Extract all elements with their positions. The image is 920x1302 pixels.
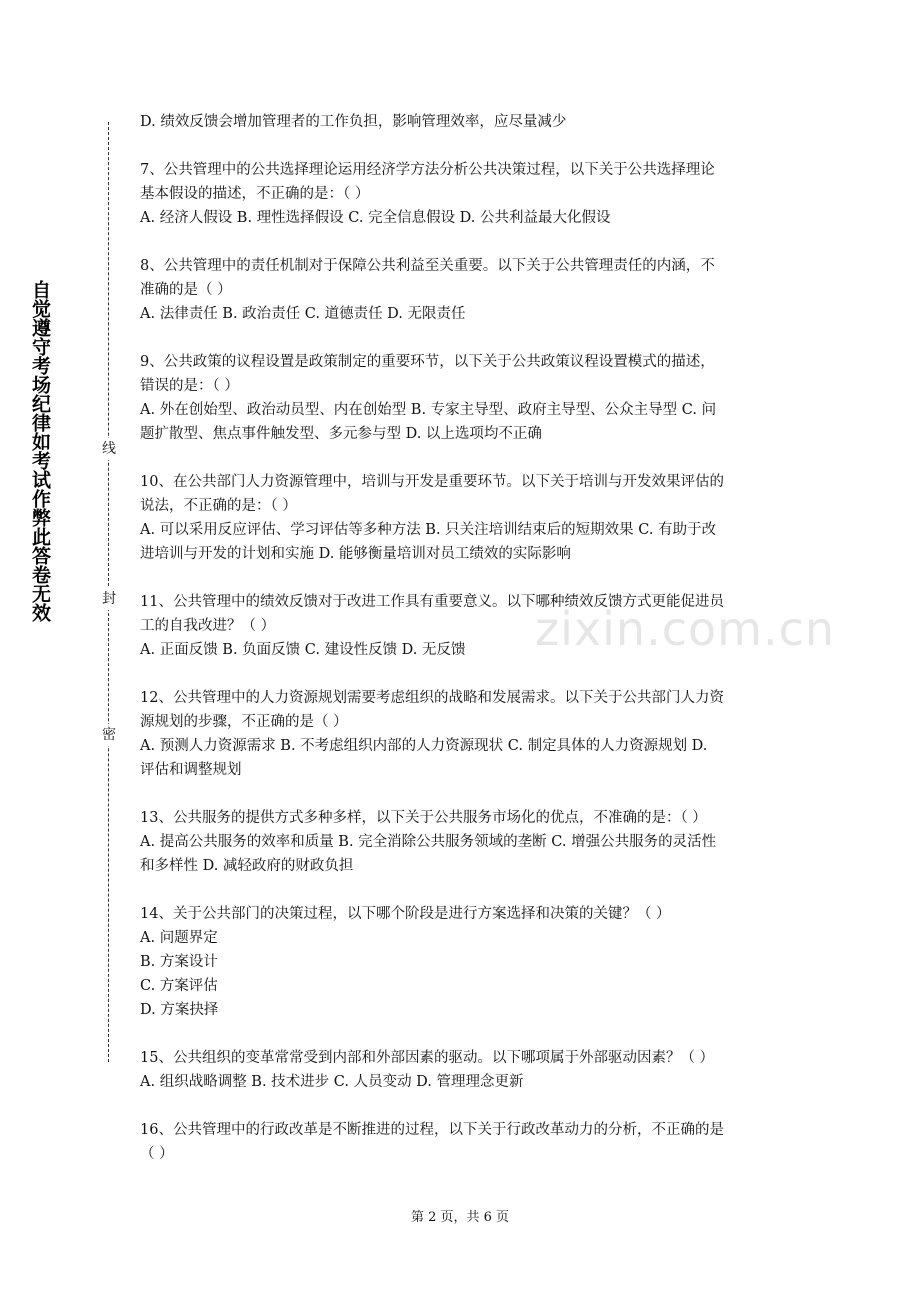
question-line: 11、公共管理中的绩效反馈对于改进工作具有重要意义。以下哪种绩效反馈方式更能促进员 <box>140 594 724 610</box>
question-line: A. 外在创始型、政治动员型、内在创始型 B. 专家主导型、政府主导型、公众主导型 C. 问 <box>140 402 717 418</box>
question-line: A. 组织战略调整 B. 技术进步 C. 人员变动 D. 管理理念更新 <box>140 1074 524 1090</box>
question-line: 源规划的步骤，不正确的是（ ） <box>140 714 348 730</box>
question-line: （ ） <box>140 1146 174 1162</box>
question-block <box>140 1118 790 1166</box>
question-line: 基本假设的描述，不正确的是：（ ） <box>140 186 370 202</box>
question-line: 8、公共管理中的责任机制对于保障公共利益至关重要。以下关于公共管理责任的内涵，不 <box>140 258 715 274</box>
question-block <box>140 350 790 446</box>
page-footer: 第 2 页，共 6 页 <box>410 1210 510 1225</box>
question-list <box>140 110 790 1190</box>
question-line: B. 方案设计 <box>140 954 218 970</box>
question-line: 错误的是：（ ） <box>140 378 239 394</box>
question-block <box>140 590 790 662</box>
question-line: 12、公共管理中的人力资源规划需要考虑组织的战略和发展需求。以下关于公共部门人力资 <box>140 690 724 706</box>
question-line: 13、公共服务的提供方式多种多样，以下关于公共服务市场化的优点，不准确的是：（ ） <box>140 810 707 826</box>
question-line: A. 问题界定 <box>140 930 218 946</box>
question-block <box>140 686 790 782</box>
question-line: 准确的是（ ） <box>140 282 232 298</box>
question-block <box>140 470 790 566</box>
question-line: 9、公共政策的议程设置是政策制定的重要环节，以下关于公共政策议程设置模式的描述， <box>140 354 715 370</box>
question-block <box>140 254 790 326</box>
question-line: A. 预测人力资源需求 B. 不考虑组织内部的人力资源现状 C. 制定具体的人力资源规划 D. <box>140 738 708 754</box>
question-line: A. 提高公共服务的效率和质量 B. 完全消除公共服务领域的垄断 C. 增强公共服务的灵活性 <box>140 834 717 850</box>
question-line: 10、在公共部门人力资源管理中，培训与开发是重要环节。以下关于培训与开发效果评估的 <box>140 474 724 490</box>
question-line: A. 可以采用反应评估、学习评估等多种方法 B. 只关注培训结束后的短期效果 C. 有助于改 <box>140 522 717 538</box>
question-line: A. 正面反馈 B. 负面反馈 C. 建设性反馈 D. 无反馈 <box>140 642 466 658</box>
question-line: C. 方案评估 <box>140 978 218 994</box>
question-line: 和多样性 D. 减轻政府的财政负担 <box>140 858 354 874</box>
question-block <box>140 110 790 134</box>
watermark: zixin.com.cn <box>535 602 836 656</box>
question-line: 工的自我改进？（ ） <box>140 618 276 634</box>
question-line: 14、关于公共部门的决策过程，以下哪个阶段是进行方案选择和决策的关键？（ ） <box>140 906 671 922</box>
question-block <box>140 806 790 878</box>
question-line: 7、公共管理中的公共选择理论运用经济学方法分析公共决策过程，以下关于公共选择理论 <box>140 162 715 178</box>
question-line: A. 经济人假设 B. 理性选择假设 C. 完全信息假设 D. 公共利益最大化假设 <box>140 210 611 226</box>
question-line: 15、公共组织的变革常常受到内部和外部因素的驱动。以下哪项属于外部驱动因素？（ ） <box>140 1050 715 1066</box>
question-line: 进培训与开发的计划和实施 D. 能够衡量培训对员工绩效的实际影响 <box>140 546 571 562</box>
exam-discipline-notice: 自觉遵守考场纪律如考试作弊此答卷无效 <box>29 280 51 622</box>
question-line: 16、公共管理中的行政改革是不断推进的过程，以下关于行政改革动力的分析，不正确的是 <box>140 1122 724 1138</box>
question-line: 说法，不正确的是：（ ） <box>140 498 297 514</box>
question-block <box>140 158 790 230</box>
question-block <box>140 1046 790 1094</box>
binding-label-seal: 封 <box>100 588 118 610</box>
question-line: 题扩散型、焦点事件触发型、多元参与型 D. 以上选项均不正确 <box>140 426 542 442</box>
binding-label-secret: 密 <box>100 724 118 746</box>
question-line: D. 绩效反馈会增加管理者的工作负担，影响管理效率，应尽量减少 <box>140 114 567 130</box>
question-block <box>140 902 790 1022</box>
binding-label-line: 线 <box>100 438 118 460</box>
question-line: A. 法律责任 B. 政治责任 C. 道德责任 D. 无限责任 <box>140 306 466 322</box>
question-line: D. 方案抉择 <box>140 1002 219 1018</box>
question-line: 评估和调整规划 <box>140 762 242 778</box>
